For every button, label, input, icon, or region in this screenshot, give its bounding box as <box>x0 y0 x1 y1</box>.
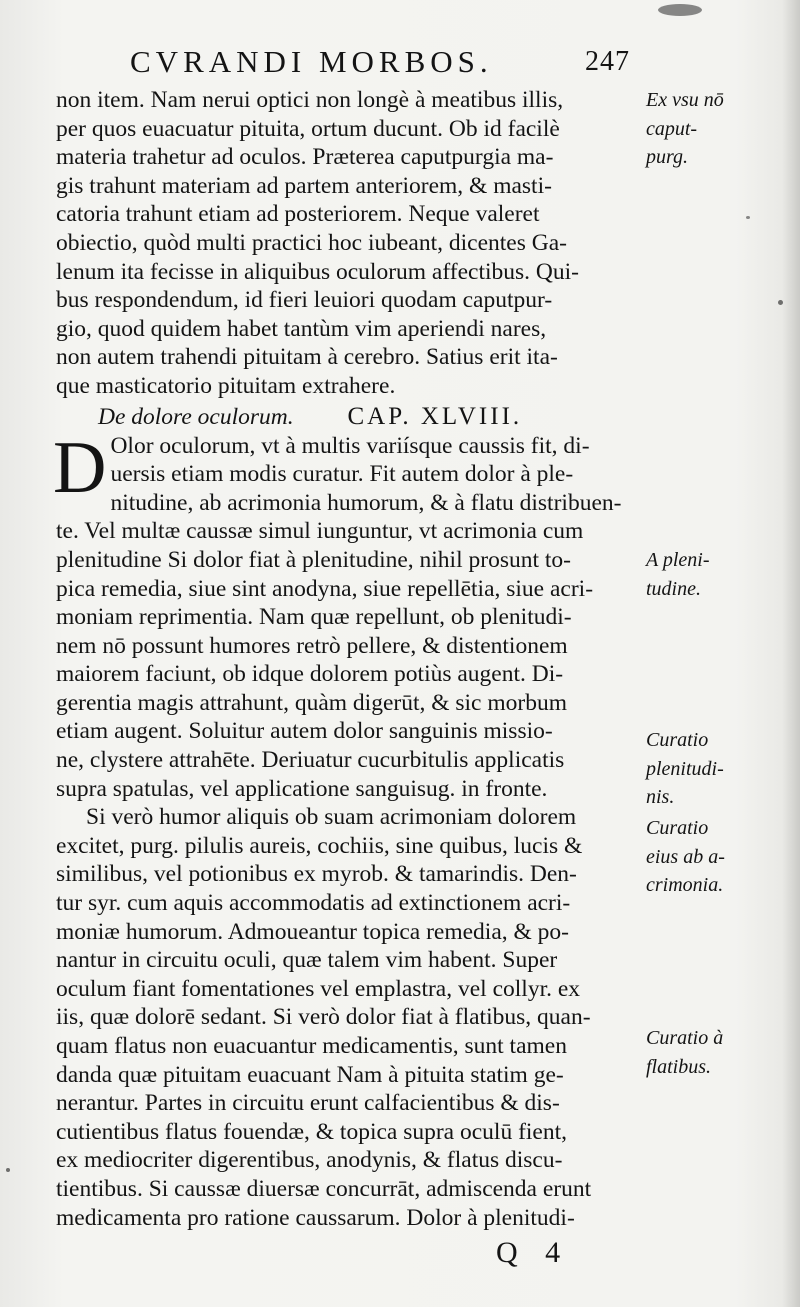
text-line: danda quæ pituitam euacuant Nam à pituita statim ge- <box>56 1061 564 1088</box>
intro-paragraph <box>56 86 646 401</box>
margin-note-line: Curatio <box>646 817 709 839</box>
drop-cap: D <box>53 426 107 509</box>
text-line: bus respondendum, id fieri leuiori quodam caputpur- <box>56 287 553 314</box>
text-line: similibus, vel potionibus ex myrob. & tamarindis. Den- <box>56 861 577 888</box>
text-line: tur syr. cum aquis accommodatis ad extinctionem acri- <box>56 890 571 917</box>
margin-note-line: flatibus. <box>646 1055 712 1078</box>
margin-note <box>646 814 725 900</box>
chapter-number: CAP. XLVIII. <box>347 402 523 430</box>
text-line: nitudine, ab acrimonia humorum, & à flatu distribuen- <box>110 489 622 516</box>
chapter-heading <box>56 402 646 432</box>
text-line: moniam reprimentia. Nam quæ repellunt, ob plenitudi- <box>56 604 572 631</box>
second-paragraph <box>56 803 646 1232</box>
text-line: plenitudine Si dolor fiat à plenitudine, nihil prosunt to- <box>56 546 571 573</box>
text-line: gis trahunt materiam ad partem anteriorem, & masti- <box>56 172 552 199</box>
page-header <box>130 44 630 84</box>
text-line: oculum fiant fomentationes vel emplastra, vel collyr. ex <box>56 975 581 1002</box>
signature-mark: Q 4 <box>496 1236 571 1269</box>
margin-note-line: Curatio <box>646 729 709 751</box>
text-line: maiorem faciunt, ob idque dolorem potiùs augent. Di- <box>56 661 564 688</box>
text-line: nem nō possunt humores retrò pellere, & distentionem <box>56 632 568 659</box>
margin-note-line: caput- <box>646 117 698 140</box>
margin-note <box>646 86 724 172</box>
chapter-title: De dolore oculorum. <box>98 403 294 430</box>
running-title: CVRANDI MORBOS. <box>130 44 493 79</box>
text-line: ne, clystere attrahēte. Deriuatur cucurbitulis applicatis <box>56 747 565 774</box>
margin-note-line: nis. <box>646 786 675 809</box>
text-line: gio, quod quidem habet tantùm vim aperiendi nares, <box>56 315 547 342</box>
scan-speck <box>778 300 783 305</box>
text-line: gerentia magis attrahunt, quàm digerūt, & sic morbum <box>56 689 567 716</box>
text-line: ex mediocriter digerentibus, anodynis, & flatus discu- <box>56 1147 563 1174</box>
page-number: 247 <box>585 46 630 77</box>
text-line: que masticatorio pituitam extrahere. <box>56 372 396 399</box>
scan-speck <box>746 216 750 219</box>
main-text-column <box>53 86 646 1232</box>
text-line: etiam augent. Soluitur autem dolor sanguinis missio- <box>56 718 553 745</box>
margin-note <box>646 1024 723 1081</box>
margin-note-line: A pleni- <box>646 549 710 571</box>
text-line: Si verò humor aliquis ob suam acrimoniam dolorem <box>86 804 577 831</box>
chapter-paragraph <box>53 426 646 804</box>
margin-note-line: tudine. <box>646 577 701 600</box>
margin-note-line: plenitudi- <box>646 757 724 780</box>
text-line: supra spatulas, vel applicatione sanguisug. in fronte. <box>56 775 548 802</box>
margin-note-line: eius ab a- <box>646 845 725 868</box>
margin-note-line: Curatio à <box>646 1027 724 1049</box>
margin-note-line: Ex vsu nō <box>646 89 724 111</box>
scan-blot <box>658 4 702 16</box>
text-line: nantur in circuitu oculi, quæ talem vim habent. Super <box>56 947 558 974</box>
text-line: Olor oculorum, vt à multis variísque caussis fit, di- <box>110 432 590 459</box>
text-line: catoria trahunt etiam ad posteriorem. Neque valeret <box>56 201 540 228</box>
text-line: uersis etiam modis curatur. Fit autem dolor à ple- <box>110 461 574 488</box>
text-line: pica remedia, siue sint anodyna, siue repellētia, siue acri- <box>56 575 594 602</box>
text-line: quam flatus non euacuantur medicamentis, sunt tamen <box>56 1033 567 1059</box>
text-line: non autem trahendi pituitam à cerebro. Satius erit ita- <box>56 344 558 371</box>
page-edge-shadow <box>782 0 800 1307</box>
text-line: lenum ita fecisse in aliquibus oculorum affectibus. Qui- <box>56 258 579 285</box>
text-line: materia trahetur ad oculos. Præterea caputpurgia ma- <box>56 144 554 171</box>
margin-note <box>646 726 724 812</box>
margin-note-line: crimonia. <box>646 874 724 897</box>
text-line: iis, quæ dolorē sedant. Si verò dolor fiat à flatibus, quan- <box>56 1004 591 1031</box>
text-line: cutientibus flatus fouendæ, & topica supra oculū fient, <box>56 1118 568 1145</box>
margin-note <box>646 546 710 603</box>
text-line: nerantur. Partes in circuitu erunt calfacientibus & dis- <box>56 1090 560 1117</box>
margin-note-line: purg. <box>646 146 689 169</box>
text-line: medicamenta pro ratione caussarum. Dolor à plenitudi- <box>56 1204 575 1231</box>
scan-speck <box>6 1168 10 1172</box>
text-line: te. Vel multæ caussæ simul iunguntur, vt acrimonia cum <box>56 518 584 545</box>
text-line: obiectio, quòd multi practici hoc iubeant, dicentes Ga- <box>56 229 567 256</box>
text-line: tientibus. Si caussæ diuersæ concurrāt, admiscenda erunt <box>56 1175 592 1202</box>
text-line: per quos euacuatur pituita, ortum ducunt. Ob id facilè <box>56 115 560 142</box>
text-line: moniæ humorum. Admoueantur topica remedia, & po- <box>56 918 569 945</box>
text-line: non item. Nam nerui optici non longè à meatibus illis, <box>56 87 564 113</box>
text-line: excitet, purg. pilulis aureis, cochiis, sine quibus, lucis & <box>56 832 583 859</box>
